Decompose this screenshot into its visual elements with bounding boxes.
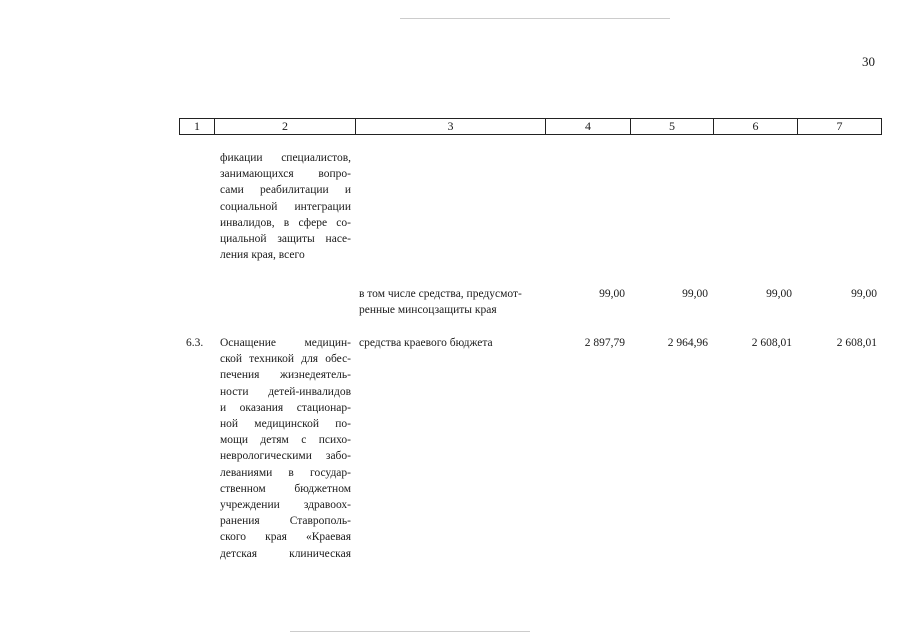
row-2-source: средства краевого бюджета — [359, 337, 493, 349]
header-col-6: 6 — [713, 118, 797, 135]
header-col-7: 7 — [797, 118, 882, 135]
scan-noise-bottom — [290, 631, 530, 632]
row-2-name: Оснащение медицин- ской техникой для обес- печения жизнедеятель- ности детей-инвалидов и оказания стационар- ной медицинской по- мощи детям с психо- неврологическими забо- леваниями в государ- ственном бюджетном учреждении здравоох- ранения Ставрополь- ского края «Краевая детская клиническая — [220, 337, 351, 560]
header-col-3: 3 — [355, 118, 545, 135]
page-number: 30 — [862, 54, 875, 69]
row-2-col4: 2 897,79 — [584, 337, 625, 349]
row-1-col5: 99,00 — [682, 288, 708, 300]
table-header-row — [179, 118, 881, 134]
row-2-col5: 2 964,96 — [667, 337, 708, 349]
scan-noise-top — [400, 18, 670, 19]
row-1-col6: 99,00 — [766, 288, 792, 300]
header-col-2: 2 — [214, 118, 355, 135]
row-1-source: в том числе средства, предусмот- ренные минсоцзащиты края — [359, 288, 522, 317]
header-col-5: 5 — [630, 118, 713, 135]
row-2-number: 6.3. — [186, 337, 204, 349]
header-col-1: 1 — [179, 118, 214, 135]
header-col-4: 4 — [545, 118, 630, 135]
row-2-col6: 2 608,01 — [751, 337, 792, 349]
row-0-name: фикации специалистов, занимающихся вопро- сами реабилитации и социальной интеграции инвалидов, в сфере со- циальной защиты насе- ления края, всего — [220, 152, 351, 262]
row-1-col4: 99,00 — [599, 288, 625, 300]
row-2-col7: 2 608,01 — [836, 337, 877, 349]
row-1-col7: 99,00 — [851, 288, 877, 300]
